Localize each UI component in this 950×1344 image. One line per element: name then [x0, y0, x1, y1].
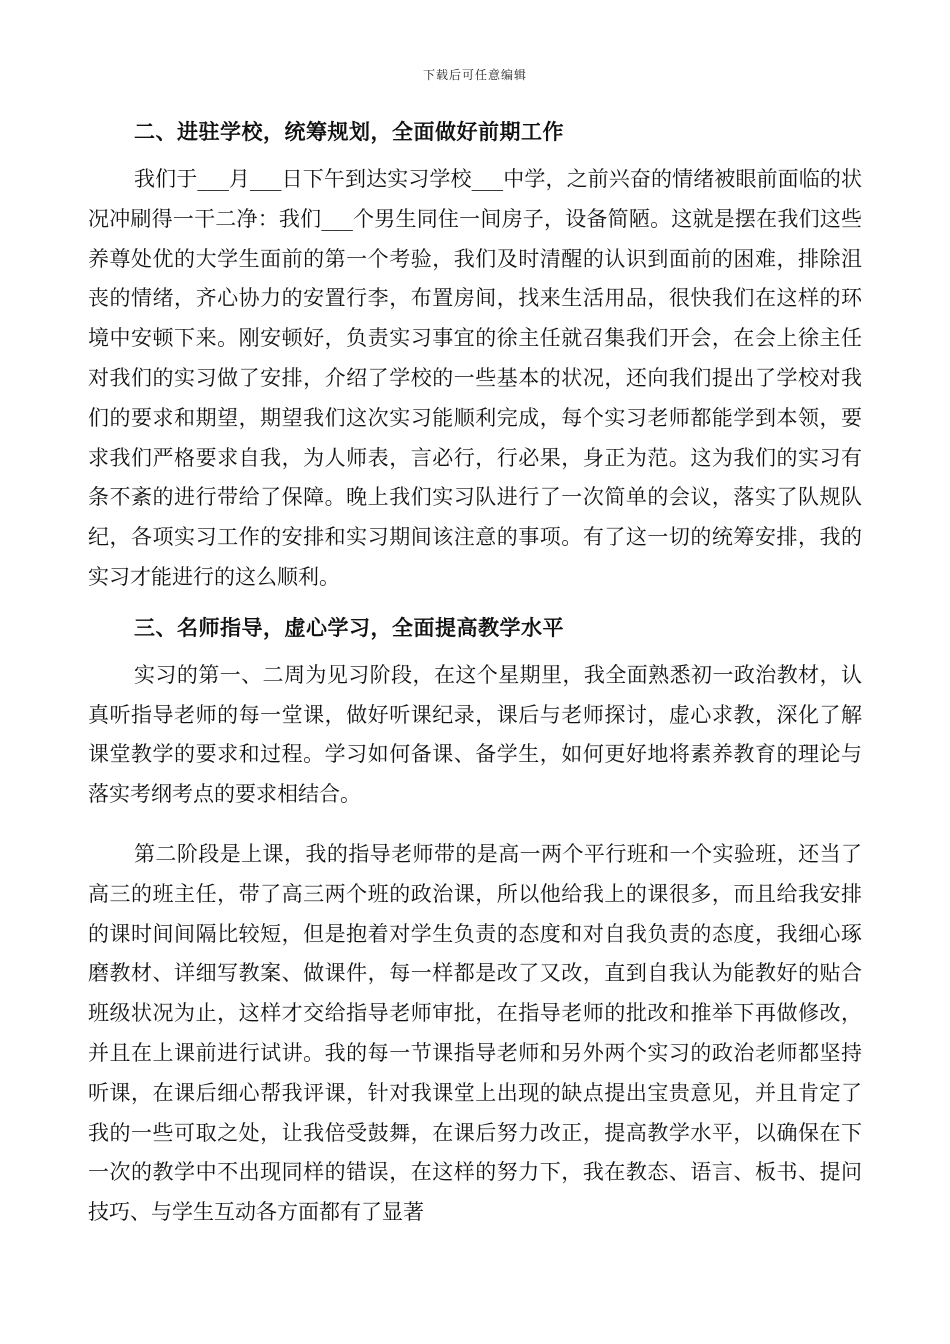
section-3-paragraph-1: 实习的第一、二周为见习阶段，在这个星期里，我全面熟悉初一政治教材，认真听指导老师的每一堂课，做好听课纪录，课后与老师探讨，虚心求教，深化了解课堂教学的要求和过程。学习如何备课、备学生，如何更好地将素养教育的理论与落实考纲考点的要求相结合。	[88, 662, 862, 807]
page-header-note: 下载后可任意编辑	[422, 68, 527, 82]
document-body	[88, 116, 862, 1233]
section-heading-3: 三、名师指导，虚心学习，全面提高教学水平	[134, 615, 564, 640]
section-2-paragraph-1: 我们于___月___日下午到达实习学校___中学，之前兴奋的情绪被眼前面临的状况冲刷得一干二净：我们___个男生同住一间房子，设备简陋。这就是摆在我们这些养尊处优的大学生面前的第一个考验，我们及时清醒的认识到面前的困难，排除沮丧的情绪，齐心协力的安置行李，布置房间，找来生活用品，很快我们在这样的环境中安顿下来。刚安顿好，负责实习事宜的徐主任就召集我们开会，在会上徐主任对我们的实习做了安排，介绍了学校的一些基本的状况，还向我们提出了学校对我们的要求和期望，期望我们这次实习能顺利完成，每个实习老师都能学到本领，要求我们严格要求自我，为人师表，言必行，行必果，身正为范。这为我们的实习有条不紊的进行带给了保障。晚上我们实习队进行了一次简单的会议，落实了队规队纪，各项实习工作的安排和实习期间该注意的事项。有了这一切的统筹安排，我的实习才能进行的这么顺利。	[88, 167, 862, 589]
section-3-paragraph-2: 第二阶段是上课，我的指导老师带的是高一两个平行班和一个实验班，还当了高三的班主任，带了高三两个班的政治课，所以他给我上的课很多，而且给我安排的课时间间隔比较短，但是抱着对学生负责的态度和对自我负责的态度，我细心琢磨教材、详细写教案、做课件，每一样都是改了又改，直到自我认为能教好的贴合班级状况为止，这样才交给指导老师审批，在指导老师的批改和推举下再做修改，并且在上课前进行试讲。我的每一节课指导老师和另外两个实习的政治老师都坚持听课，在课后细心帮我评课，针对我课堂上出现的缺点提出宝贵意见，并且肯定了我的一些可取之处，让我倍受鼓舞，在课后努力改正，提高教学水平，以确保在下一次的教学中不出现同样的错误，在这样的努力下，我在教态、语言、板书、提问技巧、与学生互动各方面都有了显著	[88, 841, 862, 1225]
section-heading-2: 二、进驻学校，统筹规划，全面做好前期工作	[134, 120, 564, 144]
